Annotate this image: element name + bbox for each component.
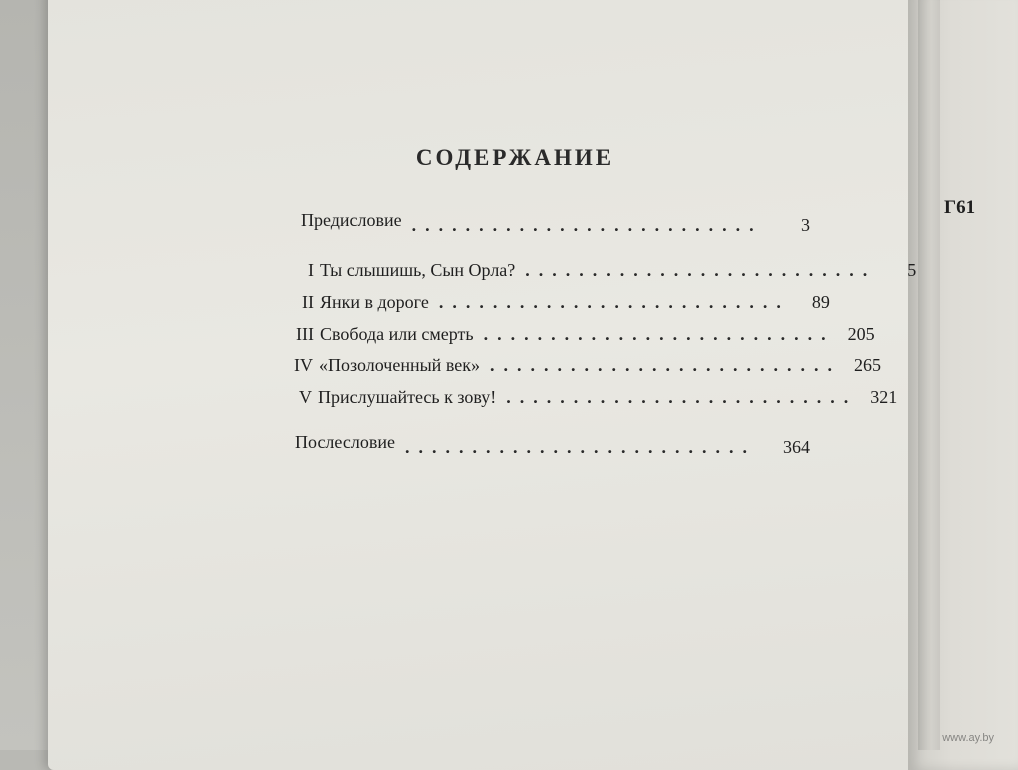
toc-page-number: 205 — [847, 324, 875, 344]
dot-leader: .......................... — [438, 292, 790, 312]
toc-page-number: 89 — [811, 292, 830, 312]
toc-row-chapter-4 — [294, 355, 881, 376]
toc-row-chapter-1 — [308, 260, 917, 281]
toc-title: Предисловие — [301, 210, 402, 230]
toc-row-chapter-5 — [299, 387, 898, 408]
toc-entry — [299, 387, 496, 408]
dot-leader: .......................... — [411, 215, 763, 235]
signature-mark: Г61 — [944, 197, 976, 218]
dot-leader: .......................... — [483, 324, 835, 344]
toc-page-number: 5 — [907, 260, 917, 280]
left-page — [48, 0, 943, 770]
toc-row-afterword — [289, 432, 810, 458]
toc-page-number: 321 — [870, 387, 898, 407]
toc-numeral: I — [308, 260, 314, 280]
toc-entry — [295, 210, 402, 231]
toc-entry — [289, 432, 395, 453]
toc-row-preface — [295, 210, 810, 236]
toc-row-chapter-2 — [302, 292, 830, 313]
toc-numeral: II — [302, 292, 314, 312]
toc-page-number: 3 — [801, 215, 810, 235]
toc-page-number: 265 — [853, 355, 881, 375]
toc-title: Послесловие — [295, 432, 395, 452]
toc-title: Янки в дороге — [320, 292, 429, 312]
dot-leader: .......................... — [404, 437, 756, 457]
toc-numeral: V — [299, 387, 312, 407]
toc-numeral: III — [296, 324, 314, 344]
dot-leader: .......................... — [506, 387, 858, 407]
toc-numeral: IV — [294, 355, 313, 375]
dot-leader: .......................... — [525, 260, 877, 280]
toc-entry — [302, 292, 429, 313]
toc-title: «Позолоченный век» — [319, 355, 480, 375]
toc-row-chapter-3 — [296, 324, 875, 345]
toc-entry — [308, 260, 515, 281]
dot-leader: .......................... — [489, 355, 841, 375]
toc-title: Прислушайтесь к зову! — [318, 387, 497, 407]
toc-entry — [294, 355, 480, 376]
toc-entry — [296, 324, 474, 345]
book-gutter — [918, 0, 940, 750]
watermark: www.ay.by — [942, 732, 994, 744]
contents-heading: СОДЕРЖАНИЕ — [415, 145, 615, 170]
toc-title: Ты слышишь, Сын Орла? — [320, 260, 516, 280]
toc-title: Свобода или смерть — [319, 324, 474, 344]
toc-page-number: 364 — [783, 437, 810, 457]
